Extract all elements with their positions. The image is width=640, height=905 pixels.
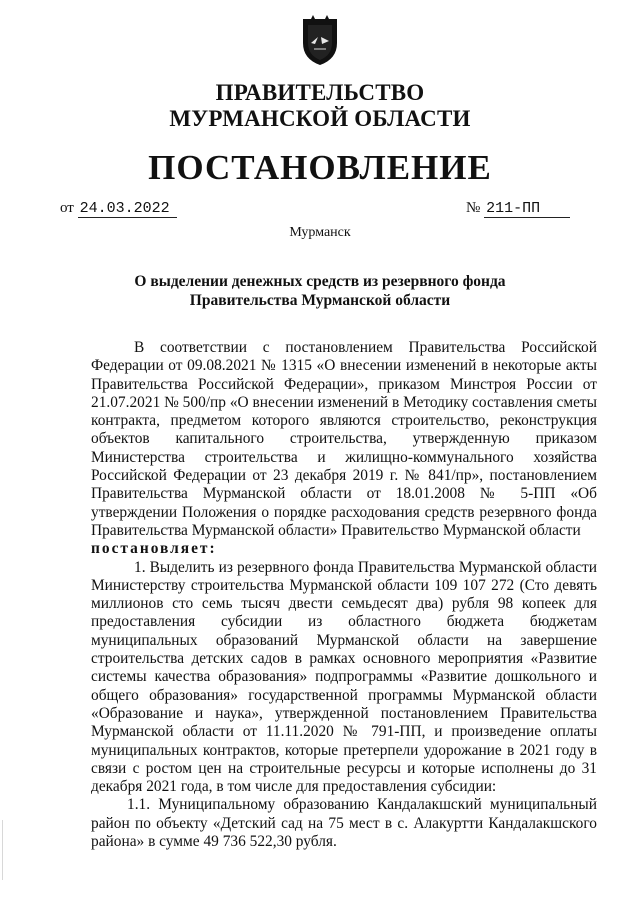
item-1-1-paragraph: 1.1. Муниципальному образованию Кандалакшский муниципальный район по объекту «Детский сад на 75 мест в с. Алакуртти Кандалакшского района» в сумме 49 736 522,30 рубля. — [91, 796, 597, 851]
item-1-paragraph: 1. Выделить из резервного фонда Правительства Мурманской области Министерству строительства Мурманской области 109 107 272 (Сто девять миллионов сто семь тысяч двести семьдесят два) рубля 98 копеек для предоставления субсидии из областного бюджета бюджетам муниципальных образований Мурманской области на завершение строительства детских садов в рамках основного мероприятия «Развитие системы качества образования» подпрограммы «Развитие дошкольного и общего образования» государственной программы Мурманской области «Образование и наука», утвержденной постановлением Правительства Мурманской области от 11.11.2020 № 791-ПП, и произведение оплаты муниципальных контрактов, которые претерпели удорожание в 2021 году в связи с ростом цен на строительные ресурсы и которые исполнены до 31 декабря 2021 года, в том числе для предоставления субсидии: — [91, 558, 597, 796]
decree-word: постановляет: — [91, 540, 217, 558]
date-prefix: от — [60, 200, 74, 216]
coat-of-arms-icon — [299, 13, 341, 67]
title-line-2: Правительства Мурманской области — [189, 292, 451, 309]
government-line-2: МУРМАНСКОЙ ОБЛАСТИ — [169, 106, 471, 131]
city: Мурманск — [289, 225, 351, 240]
government-name — [0, 80, 640, 132]
number-prefix: № — [466, 200, 481, 216]
document-body — [91, 339, 597, 851]
title-line-1: О выделении денежных средств из резервного фонда — [134, 273, 506, 290]
document-number — [466, 198, 570, 218]
date-value: 24.03.2022 — [78, 201, 177, 218]
document-date — [60, 198, 177, 218]
scan-edge-mark — [2, 820, 3, 880]
decree-line — [91, 540, 597, 558]
document-title — [100, 272, 540, 310]
number-value: 211-ПП — [484, 201, 570, 218]
preamble-paragraph: В соответствии с постановлением Правительства Российской Федерации от 09.08.2021 № 1315 «О внесении изменений в некоторые акты Правительства Российской Федерации», приказом Минстроя России от 21.07.2021 № 500/пр «О внесении изменений в Методику составления сметы контракта, предметом которого являются строительство, реконструкция объектов капитального строительства, утвержденную приказом Министерства строительства и жилищно-коммунального хозяйства Российской Федерации от 23 декабря 2019 г. № 841/пр», постановлением Правительства Мурманской области от 18.01.2008 № 5-ПП «Об утверждении Положения о порядке расходования средств резервного фонда Правительства Мурманской области» Правительство Мурманской области — [91, 339, 597, 539]
document-type: ПОСТАНОВЛЕНИЕ — [148, 148, 492, 187]
government-line-1: ПРАВИТЕЛЬСТВО — [215, 80, 425, 105]
